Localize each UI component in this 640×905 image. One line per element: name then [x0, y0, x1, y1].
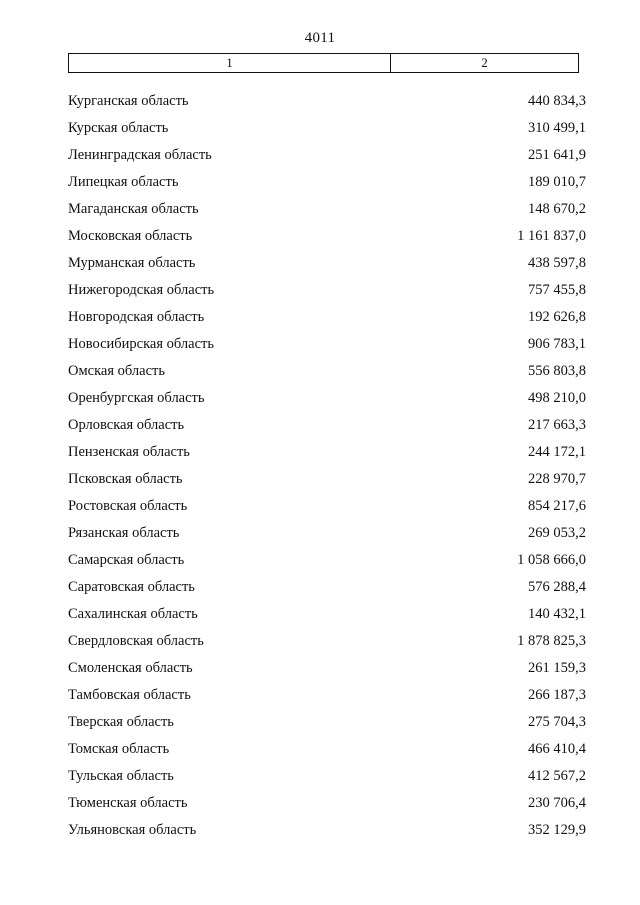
column-header-1: 1 [69, 54, 391, 72]
region-name: Курганская область [68, 93, 189, 109]
region-name: Саратовская область [68, 579, 195, 595]
region-value: 269 053,2 [528, 525, 586, 541]
region-name: Тульская область [68, 768, 174, 784]
table-row [68, 387, 586, 414]
region-value: 352 129,9 [528, 822, 586, 838]
region-value: 1 161 837,0 [517, 228, 586, 244]
region-name: Новосибирская область [68, 336, 214, 352]
region-name: Тамбовская область [68, 687, 191, 703]
table-row [68, 819, 586, 846]
table-row [68, 414, 586, 441]
region-value: 217 663,3 [528, 417, 586, 433]
region-name: Свердловская область [68, 633, 204, 649]
region-value: 1 878 825,3 [517, 633, 586, 649]
table-row [68, 603, 586, 630]
table-row [68, 738, 586, 765]
region-name: Сахалинская область [68, 606, 198, 622]
region-name: Ульяновская область [68, 822, 197, 838]
region-name: Тверская область [68, 714, 174, 730]
region-value: 140 432,1 [528, 606, 586, 622]
region-name: Рязанская область [68, 525, 180, 541]
table-row [68, 279, 586, 306]
region-name: Омская область [68, 363, 165, 379]
region-value: 244 172,1 [528, 444, 586, 460]
table-row [68, 360, 586, 387]
region-name: Орловская область [68, 417, 185, 433]
table-row [68, 117, 586, 144]
region-value: 230 706,4 [528, 795, 586, 811]
region-name: Липецкая область [68, 174, 179, 190]
region-name: Магаданская область [68, 201, 199, 217]
table-row [68, 225, 586, 252]
region-name: Самарская область [68, 552, 185, 568]
table-row [68, 144, 586, 171]
region-value: 466 410,4 [528, 741, 586, 757]
region-name: Псковская область [68, 471, 183, 487]
table-row [68, 495, 586, 522]
region-value: 228 970,7 [528, 471, 586, 487]
region-name: Нижегородская область [68, 282, 215, 298]
table-row [68, 765, 586, 792]
region-value: 1 058 666,0 [517, 552, 586, 568]
table-row [68, 171, 586, 198]
region-value: 189 010,7 [528, 174, 586, 190]
table-row [68, 576, 586, 603]
page-number: 4011 [304, 30, 336, 46]
region-value: 576 288,4 [528, 579, 586, 595]
table-row [68, 306, 586, 333]
table-row [68, 468, 586, 495]
region-value: 854 217,6 [528, 498, 586, 514]
table-row [68, 441, 586, 468]
table-row [68, 198, 586, 225]
region-name: Пензенская область [68, 444, 190, 460]
region-value: 310 499,1 [528, 120, 586, 136]
region-name: Тюменская область [68, 795, 188, 811]
region-value: 148 670,2 [528, 201, 586, 217]
region-name: Смоленская область [68, 660, 193, 676]
region-name: Курская область [68, 120, 169, 136]
table-header [68, 53, 579, 73]
table-row [68, 549, 586, 576]
table-row [68, 252, 586, 279]
table-row [68, 657, 586, 684]
region-value: 275 704,3 [528, 714, 586, 730]
region-value: 251 641,9 [528, 147, 586, 163]
region-value: 412 567,2 [528, 768, 586, 784]
column-header-2: 2 [481, 55, 488, 70]
region-value: 440 834,3 [528, 93, 586, 109]
region-name: Оренбургская область [68, 390, 205, 406]
table-body [68, 90, 586, 846]
region-name: Новгородская область [68, 309, 205, 325]
table-row [68, 333, 586, 360]
table-row [68, 90, 586, 117]
table-row [68, 630, 586, 657]
region-name: Московская область [68, 228, 193, 244]
region-name: Томская область [68, 741, 170, 757]
region-value: 261 159,3 [528, 660, 586, 676]
region-value: 192 626,8 [528, 309, 586, 325]
region-value: 438 597,8 [528, 255, 586, 271]
table-row [68, 522, 586, 549]
table-row [68, 711, 586, 738]
region-name: Мурманская область [68, 255, 196, 271]
table-row [68, 792, 586, 819]
table-row [68, 684, 586, 711]
region-name: Ростовская область [68, 498, 188, 514]
region-value: 757 455,8 [528, 282, 586, 298]
region-value: 498 210,0 [528, 390, 586, 406]
region-value: 906 783,1 [528, 336, 586, 352]
region-value: 556 803,8 [528, 363, 586, 379]
region-name: Ленинградская область [68, 147, 212, 163]
region-value: 266 187,3 [528, 687, 586, 703]
